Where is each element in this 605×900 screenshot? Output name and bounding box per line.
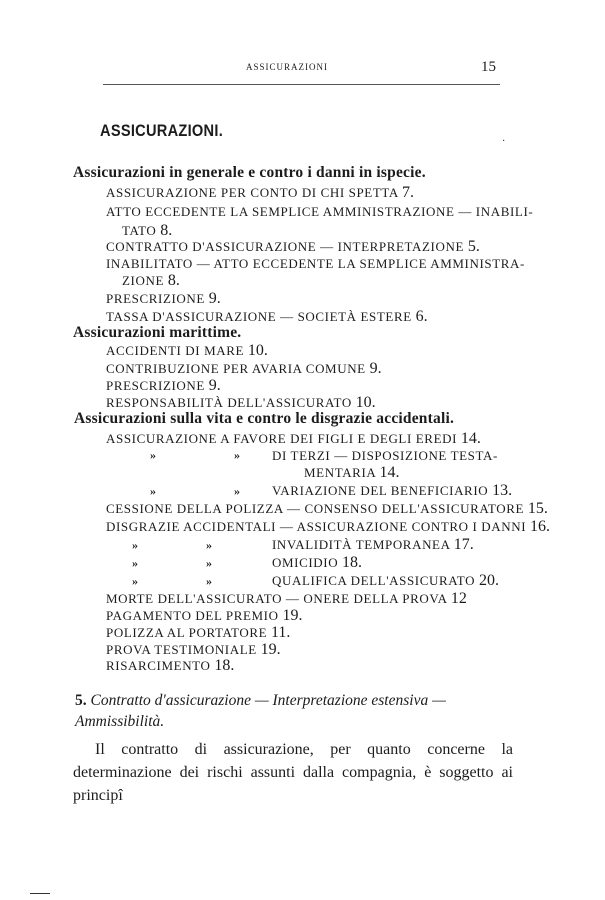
note-title-text: Contratto d'assicurazione — Interpretazione estensiva — Ammissibilità.	[75, 692, 446, 730]
ditto-mark: »	[132, 556, 138, 570]
index-entry: ASSICURAZIONE PER CONTO DI CHI SPETTA 7.	[106, 184, 414, 201]
index-entry: CONTRIBUZIONE PER AVARIA COMUNE 9.	[106, 360, 382, 377]
running-header	[0, 59, 605, 82]
note-heading	[75, 690, 515, 732]
header-rule	[103, 84, 500, 85]
index-entry: MORTE DELL'ASSICURATO — ONERE DELLA PROVA 12	[106, 590, 467, 607]
index-entry: ASSICURAZIONE A FAVORE DEI FIGLI E DEGLI EREDI 14.	[106, 430, 481, 447]
index-entry: PRESCRIZIONE 9.	[106, 377, 221, 394]
index-entry-continuation: MENTARIA 14.	[304, 464, 400, 481]
ditto-mark: »	[206, 574, 212, 588]
margin-dot: ·	[502, 136, 506, 147]
corner-mark	[30, 893, 50, 894]
section-title: ASSICURAZIONI.	[100, 121, 224, 140]
ditto-mark: »	[234, 484, 240, 498]
index-entry: DI TERZI — DISPOSIZIONE TESTA-	[272, 448, 498, 463]
index-entry: ATTO ECCEDENTE LA SEMPLICE AMMINISTRAZIONE — INABILI-	[106, 204, 534, 219]
ditto-mark: »	[206, 538, 212, 552]
index-entry: OMICIDIO 18.	[272, 554, 363, 571]
index-entry: PRESCRIZIONE 9.	[106, 290, 221, 307]
index-entry: PROVA TESTIMONIALE 19.	[106, 641, 281, 658]
ditto-mark: »	[234, 448, 240, 462]
index-entry: RESPONSABILITÀ DELL'ASSICURATO 10.	[106, 394, 376, 411]
index-entry-continuation: ZIONE 8.	[122, 272, 180, 289]
index-entry: VARIAZIONE DEL BENEFICIARIO 13.	[272, 482, 513, 499]
page-number: 15	[481, 59, 496, 75]
ditto-mark: »	[150, 448, 156, 462]
index-entry: TASSA D'ASSICURAZIONE — SOCIETÀ ESTERE 6.	[106, 308, 428, 325]
note-number: 5.	[75, 692, 87, 709]
index-entry: INVALIDITÀ TEMPORANEA 17.	[272, 536, 474, 553]
ditto-mark: »	[206, 556, 212, 570]
index-entry: RISARCIMENTO 18.	[106, 657, 235, 674]
index-entry: QUALIFICA DELL'ASSICURATO 20.	[272, 572, 499, 589]
running-title: ASSICURAZIONI	[246, 62, 329, 72]
heading-danni: Assicurazioni in generale e contro i danni in ispecie.	[73, 164, 426, 181]
index-entry: CESSIONE DELLA POLIZZA — CONSENSO DELL'ASSICURATORE 15.	[106, 500, 548, 517]
ditto-mark: »	[150, 484, 156, 498]
heading-vita: Assicurazioni sulla vita e contro le disgrazie accidentali.	[74, 410, 455, 427]
ditto-mark: »	[132, 538, 138, 552]
index-entry: CONTRATTO D'ASSICURAZIONE — INTERPRETAZIONE 5.	[106, 238, 480, 255]
index-entry: ACCIDENTI DI MARE 10.	[106, 342, 268, 359]
index-entry-continuation: TATO 8.	[122, 222, 173, 239]
heading-marittime: Assicurazioni marittime.	[73, 324, 242, 341]
body-paragraph: Il contratto di assicurazione, per quanto concerne la determinazione dei rischi assunti dalla compagnia, è soggetto ai principî	[73, 741, 513, 804]
index-entry: PAGAMENTO DEL PREMIO 19.	[106, 607, 303, 624]
index-entry: DISGRAZIE ACCIDENTALI — ASSICURAZIONE CONTRO I DANNI 16.	[106, 518, 550, 535]
index-entry: INABILITATO — ATTO ECCEDENTE LA SEMPLICE AMMINISTRA-	[106, 256, 525, 271]
index-entry: POLIZZA AL PORTATORE 11.	[106, 624, 291, 641]
ditto-mark: »	[132, 574, 138, 588]
